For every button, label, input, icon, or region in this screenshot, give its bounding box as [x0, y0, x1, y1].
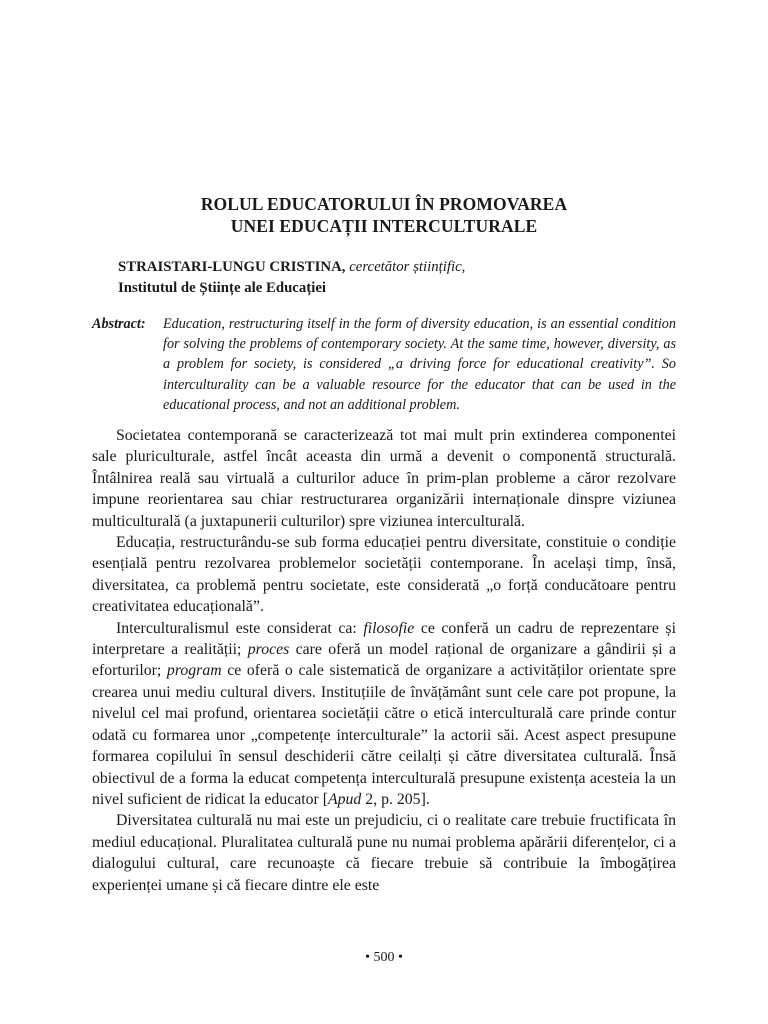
- paragraph-1: Societatea contemporană se caracterizează tot mai mult prin extinderea componentei sale pluriculturale, astfel încât aceasta din urmă a devenit o componentă structurală. Întâlnirea reală sau virtuală a culturilor aduce în prim-plan probleme a căror rezolvare impune reorientarea sau chiar restructurarea organizării internaționale dinspre viziunea multiculturală (a juxtapunerii culturilor) spre viziunea interculturală.: [92, 427, 676, 530]
- abstract-text: Education, restructuring itself in the form of diversity education, is an essential condition for solving the problems of contemporary society. At the same time, however, diversity, as a problem for society, is considered „a driving force for educational creativity”. So interculturality can be a valuable resource for the educator that can be used in the educational process, and not an additional problem.: [163, 316, 676, 413]
- p3-segment-3: care oferă un model rațional de organizare a gândirii și a eforturilor;: [92, 641, 676, 680]
- p3-segment-1: Interculturalismul este considerat ca:: [116, 619, 364, 637]
- p3-term-program: program: [166, 662, 222, 680]
- p3-term-apud: Apud: [327, 790, 362, 808]
- p3-segment-5: 2, p. 205].: [361, 790, 430, 808]
- abstract-label: Abstract:: [92, 316, 146, 332]
- author-name: STRAISTARI-LUNGU CRISTINA,: [118, 259, 346, 275]
- author-institution: Institutul de Științe ale Educației: [118, 280, 326, 296]
- p3-segment-4: ce oferă o cale sistematică de organizare a activităților orientate spre crearea unui mediu cultural divers. Instituțiile de învățământ sunt cele care pot propune, la nivelul cel mai profund, orientarea societății către o etică interculturală care prinde contur odată cu formarea unor „competențe interculturale” la actorii săi. Acest aspect presupune formarea copilului în sensul deschiderii către ceilalți și către diversitatea culturală. Însă obiectivul de a forma la educat competența interculturală presupune existența acesteia la un nivel suficient de ridicat la educator [: [92, 662, 676, 808]
- p3-term-proces: proces: [247, 641, 290, 659]
- author-block: [118, 257, 678, 299]
- paragraph-3: [92, 618, 676, 811]
- p3-term-filosofie: filosofie: [363, 619, 415, 637]
- paragraph-2: Educația, restructurându-se sub forma educației pentru diversitate, constituie o condiție esențială pentru rezolvarea problemelor societății contemporane. În același timp, însă, diversitatea, ca problemă pentru societate, este considerată „o forță conducătoare pentru creativitatea educațională”.: [92, 534, 676, 616]
- body-text: [92, 425, 676, 896]
- title-line-1: ROLUL EDUCATORULUI ÎN PROMOVAREA: [200, 194, 568, 214]
- title-line-2: UNEI EDUCAȚII INTERCULTURALE: [230, 216, 538, 236]
- paragraph-4: Diversitatea culturală nu mai este un prejudiciu, ci o realitate care trebuie fructificata în mediul educațional. Pluralitatea culturală pune nu numai problema apărării diferențelor, ci a dialogului cultural, care recunoaște că fiecare trebuie să contribuie la îmbogățirea experienței umane și că fiecare dintre ele este: [92, 812, 676, 894]
- abstract-block: [92, 314, 676, 415]
- page-number: • 500 •: [365, 950, 403, 965]
- p3-segment-2: ce conferă un cadru de reprezentare și interpretare a realității;: [92, 619, 676, 659]
- author-role: cercetător științific,: [349, 259, 466, 275]
- article-title: [0, 193, 768, 237]
